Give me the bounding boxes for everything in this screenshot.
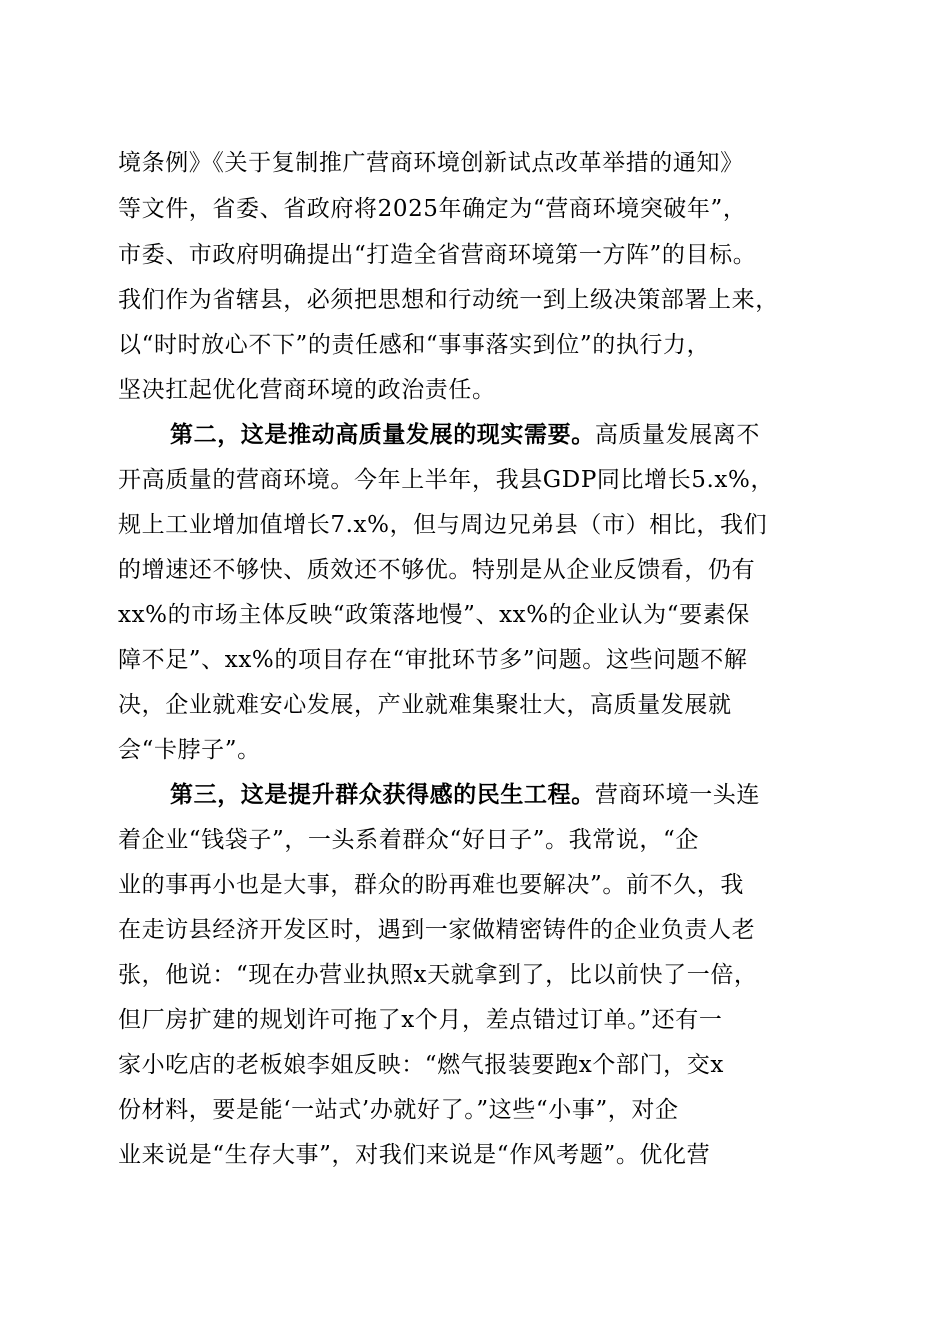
text-line: 业的事再小也是大事，群众的盼再难也要解决”。前不久，我: [118, 872, 744, 898]
text-line: 我们作为省辖县，必须把思想和行动统一到上级决策部署上来，: [118, 287, 779, 313]
paragraph-2-first-line-rest: 高质量发展离不: [594, 422, 761, 448]
text-line: xx%的市场主体反映“政策落地慢”、xx%的企业认为“要素保: [118, 602, 750, 628]
paragraph-3-first-line: [170, 777, 838, 813]
text-line: 等文件，省委、省政府将2025年确定为“营商环境突破年”，: [118, 196, 747, 222]
text-line: 的增速还不够快、质效还不够优。特别是从企业反馈看，仍有: [118, 557, 756, 583]
text-line: 决，企业就难安心发展，产业就难集聚壮大，高质量发展就: [118, 692, 732, 718]
text-line: 家小吃店的老板娘李姐反映：“燃气报装要跑x个部门，交x: [118, 1052, 724, 1078]
paragraph-2-heading: 第二，这是推动高质量发展的现实需要。: [170, 421, 595, 448]
text-line: 着企业“钱袋子”，一头系着群众“好日子”。我常说，“企: [118, 827, 699, 853]
text-line: 规上工业增加值增长7.x%，但与周边兄弟县（市）相比，我们: [118, 512, 768, 538]
paragraph-3-first-line-rest: 营商环境一头连: [594, 782, 761, 808]
text-line: 以“时时放心不下”的责任感和“事事落实到位”的执行力，: [118, 332, 711, 358]
text-line: 张，他说：“现在办营业执照x天就拿到了，比以前快了一倍，: [118, 962, 758, 988]
text-line: 业来说是“生存大事”，对我们来说是“作风考题”。优化营: [118, 1142, 711, 1168]
paragraph-2-first-line: [170, 417, 838, 453]
text-line: 但厂房扩建的规划许可拖了x个月，差点错过订单。”还有一: [118, 1007, 723, 1033]
text-line: 障不足”、xx%的项目存在“审批环节多”问题。这些问题不解: [118, 647, 748, 673]
text-line: 市委、市政府明确提出“打造全省营商环境第一方阵”的目标。: [118, 242, 757, 268]
text-line: 坚决扛起优化营商环境的政治责任。: [118, 377, 496, 403]
text-line: 境条例》《关于复制推广营商环境创新试点改革举措的通知》: [118, 150, 744, 176]
text-line: 会“卡脖子”。: [118, 737, 261, 763]
text-line: 份材料，要是能‘一站式’办就好了。”这些“小事”，对企: [118, 1097, 679, 1123]
text-line: 在走访县经济开发区时，遇到一家做精密铸件的企业负责人老: [118, 917, 756, 943]
paragraph-3-heading: 第三，这是提升群众获得感的民生工程。: [170, 781, 595, 808]
text-line: 开高质量的营商环境。今年上半年，我县GDP同比增长5.x%，: [118, 467, 775, 493]
